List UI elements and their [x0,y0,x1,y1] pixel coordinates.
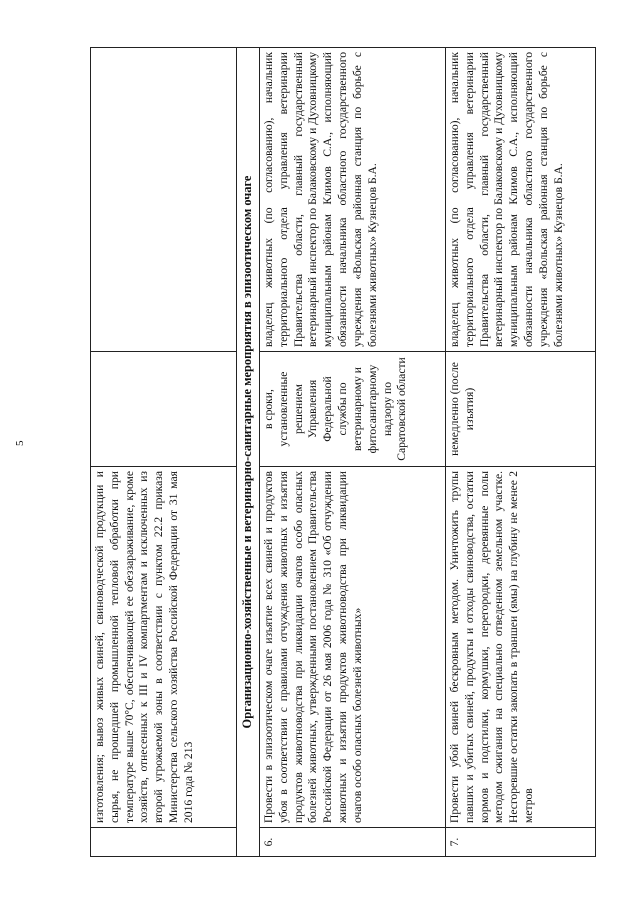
table-row [445,48,595,857]
action-cell: изготовления; вывоз живых свиней, свиноводческой продукции и сырья, не прошедшей промышленной тепловой обработки при температуре выше 70°С, обеспечивающей ее обеззараживание, кроме хозяйств, отнесенных к III и IV компартментам и исключенных из второй угрожаемой зоны в соответствии с пунктом 22.2 приказа Министерства сельского хозяйства Российской Федерации от 31 мая 2016 года № 213 [91,467,237,828]
action-cell: Провести убой свиней бескровным методом. Уничтожить трупы павших и убитых свиней, продукты и отходы свиноводства, остатки кормов и подстилки, кормушки, перегородки, деревянные полы методом сжигания на специально отведенном земельном участке. Несгоревшие остатки закопать в траншеи (ямы) на глубину не менее 2 метров [445,467,595,828]
measures-table [90,47,596,857]
term-cell: немедленно (после изъятия) [445,352,595,467]
action-cell: Провести в эпизоотическом очаге изъятие всех свиней и продуктов убоя в соответствии с правилами отчуждения животных и изъятия продуктов животноводства при ликвидации очагов особо опасных болезней животных, утвержденными постановлением Правительства Российской Федерации от 26 мая 2006 года № 310 «Об отчуждении животных и изъятии продуктов животноводства при ликвидации очагов особо опасных болезней животных» [259,467,445,828]
term-cell: в сроки, установленные решением Управления Федеральной службы по ветеринарному и фитосанитарному надзору по Саратовской области [259,352,445,467]
row-number-cell: 6. [259,828,445,857]
responsible-cell: владелец животных (по согласованию), начальник территориального отдела управления ветеринарии Правительства области, главный государственный ветеринарный инспектор по Балаковскому и Духовницкому муниципальным районам Климов С.А., исполняющий обязанности начальника областного государственного учреждения «Вольская районная станция по борьбе с болезнями животных» Кузнецов Б.А. [445,48,595,352]
section-row [237,48,260,857]
page-number: 5 [14,440,26,446]
section-title: Организационно-хозяйственные и ветеринарно-санитарные мероприятия в эпизоотическом очаге [237,48,260,857]
row-number-cell: 7. [445,828,595,857]
table-row-continued [91,48,237,857]
responsible-cell: владелец животных (по согласованию), начальник территориального отдела управления ветеринарии Правительства области, главный государственный ветеринарный инспектор по Балаковскому и Духовницкому муниципальным районам Климов С.А., исполняющий обязанности начальника областного государственного учреждения «Вольская районная станция по борьбе с болезнями животных» Кузнецов Б.А. [259,48,445,352]
table-row [259,48,445,857]
term-cell [91,352,237,467]
row-number-cell [91,828,237,857]
measures-table-sheet [90,47,595,857]
responsible-cell [91,48,237,352]
